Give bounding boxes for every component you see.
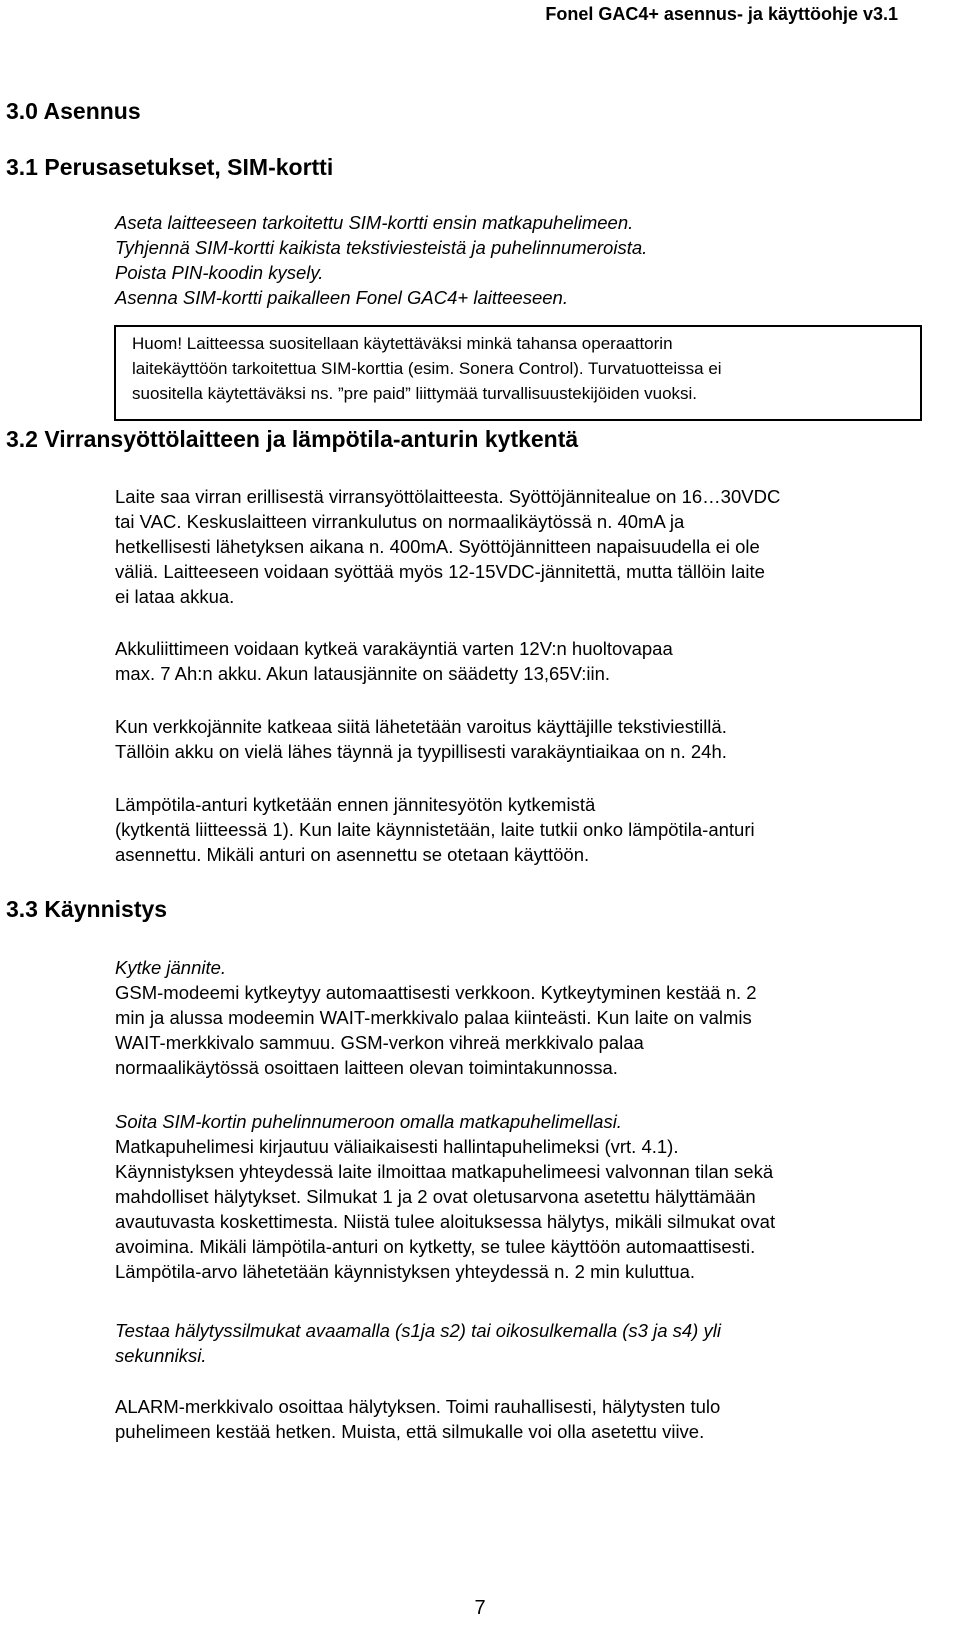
startup-step-1: Kytke jännite. bbox=[115, 957, 227, 978]
startup-block-2 bbox=[115, 1109, 945, 1284]
text-line: Lämpötila-anturi kytketään ennen jännitesyötön kytkemistä bbox=[115, 794, 596, 815]
power-paragraph-2 bbox=[115, 636, 945, 686]
text-line: WAIT-merkkivalo sammuu. GSM-verkon vihreä merkkivalo palaa bbox=[115, 1032, 644, 1053]
text-line: max. 7 Ah:n akku. Akun latausjännite on säädetty 13,65V:iin. bbox=[115, 663, 611, 684]
page-header: Fonel GAC4+ asennus- ja käyttöohje v3.1 bbox=[545, 4, 898, 24]
text-line: tai VAC. Keskuslaitteen virrankulutus on normaalikäytössä n. 40mA ja bbox=[115, 511, 685, 532]
note-line-1: Huom! Laitteessa suositellaan käytettäväksi minkä tahansa operaattorin bbox=[132, 334, 673, 353]
note-box bbox=[114, 325, 922, 421]
sim-step-2: Tyhjennä SIM-kortti kaikista tekstiviesteistä ja puhelinnumeroista. bbox=[115, 237, 648, 258]
text-line: väliä. Laitteeseen voidaan syöttää myös 12-15VDC-jännitettä, mutta tällöin laite bbox=[115, 561, 765, 582]
text-line: Laite saa virran erillisestä virransyöttölaitteesta. Syöttöjännitealue on 16…30VDC bbox=[115, 486, 781, 507]
text-line: Kun verkkojännite katkeaa siitä lähetetään varoitus käyttäjille tekstiviestillä. bbox=[115, 716, 727, 737]
power-paragraph-1 bbox=[115, 484, 945, 609]
text-line: Käynnistyksen yhteydessä laite ilmoittaa matkapuhelimeesi valvonnan tilan sekä bbox=[115, 1161, 774, 1182]
sim-step-4: Asenna SIM-kortti paikalleen Fonel GAC4+ laitteeseen. bbox=[115, 287, 568, 308]
note-line-2: laitekäyttöön tarkoitettua SIM-korttia (esim. Sonera Control). Turvatuotteissa ei bbox=[132, 359, 722, 378]
text-line: Tällöin akku on vielä lähes täynnä ja tyypillisesti varakäyntiaikaa on n. 24h. bbox=[115, 741, 727, 762]
power-paragraph-3 bbox=[115, 714, 945, 764]
startup-block-3 bbox=[115, 1394, 945, 1444]
text-line: Testaa hälytyssilmukat avaamalla (s1ja s2) tai oikosulkemalla (s3 ja s4) yli bbox=[115, 1320, 721, 1341]
text-line: GSM-modeemi kytkeytyy automaattisesti verkkoon. Kytkeytyminen kestää n. 2 bbox=[115, 982, 757, 1003]
text-line: avautuvasta koskettimesta. Niistä tulee aloituksessa hälytys, mikäli silmukat ovat bbox=[115, 1211, 776, 1232]
sim-step-1: Aseta laitteeseen tarkoitettu SIM-kortti ensin matkapuhelimeen. bbox=[115, 212, 634, 233]
sim-steps bbox=[115, 210, 945, 310]
power-paragraph-4 bbox=[115, 792, 945, 867]
text-line: sekunniksi. bbox=[115, 1345, 207, 1366]
heading-3-3: 3.3 Käynnistys bbox=[6, 896, 168, 922]
text-line: Matkapuhelimesi kirjautuu väliaikaisesti hallintapuhelimeksi (vrt. 4.1). bbox=[115, 1136, 679, 1157]
text-line: ALARM-merkkivalo osoittaa hälytyksen. Toimi rauhallisesti, hälytysten tulo bbox=[115, 1396, 721, 1417]
sim-step-3: Poista PIN-koodin kysely. bbox=[115, 262, 324, 283]
heading-3-2: 3.2 Virransyöttölaitteen ja lämpötila-anturin kytkentä bbox=[6, 426, 579, 452]
page-number: 7 bbox=[474, 1597, 486, 1619]
startup-step-2: Soita SIM-kortin puhelinnumeroon omalla matkapuhelimellasi. bbox=[115, 1111, 622, 1132]
startup-block-1 bbox=[115, 955, 945, 1080]
heading-3-0: 3.0 Asennus bbox=[6, 98, 141, 124]
text-line: normaalikäytössä osoittaen laitteen olevan toimintakunnossa. bbox=[115, 1057, 618, 1078]
text-line: Lämpötila-arvo lähetetään käynnistyksen yhteydessä n. 2 min kuluttua. bbox=[115, 1261, 695, 1282]
text-line: min ja alussa modeemin WAIT-merkkivalo palaa kiinteästi. Kun laite on valmis bbox=[115, 1007, 752, 1028]
note-line-3: suositella käytettäväksi ns. ”pre paid” liittymää turvallisuustekijöiden vuoksi. bbox=[132, 384, 698, 403]
text-line: mahdolliset hälytykset. Silmukat 1 ja 2 ovat oletusarvona asetettu hälyttämään bbox=[115, 1186, 756, 1207]
text-line: puhelimeen kestää hetken. Muista, että silmukalle voi olla asetettu viive. bbox=[115, 1421, 705, 1442]
startup-step-3 bbox=[115, 1318, 945, 1368]
text-line: hetkellisesti lähetyksen aikana n. 400mA. Syöttöjännitteen napaisuudella ei ole bbox=[115, 536, 760, 557]
text-line: (kytkentä liitteessä 1). Kun laite käynnistetään, laite tutkii onko lämpötila-anturi bbox=[115, 819, 755, 840]
text-line: Akkuliittimeen voidaan kytkeä varakäyntiä varten 12V:n huoltovapaa bbox=[115, 638, 673, 659]
text-line: ei lataa akkua. bbox=[115, 586, 235, 607]
text-line: asennettu. Mikäli anturi on asennettu se otetaan käyttöön. bbox=[115, 844, 590, 865]
text-line: avoimina. Mikäli lämpötila-anturi on kytketty, se tulee käyttöön automaattisesti. bbox=[115, 1236, 756, 1257]
heading-3-1: 3.1 Perusasetukset, SIM-kortti bbox=[6, 154, 334, 180]
